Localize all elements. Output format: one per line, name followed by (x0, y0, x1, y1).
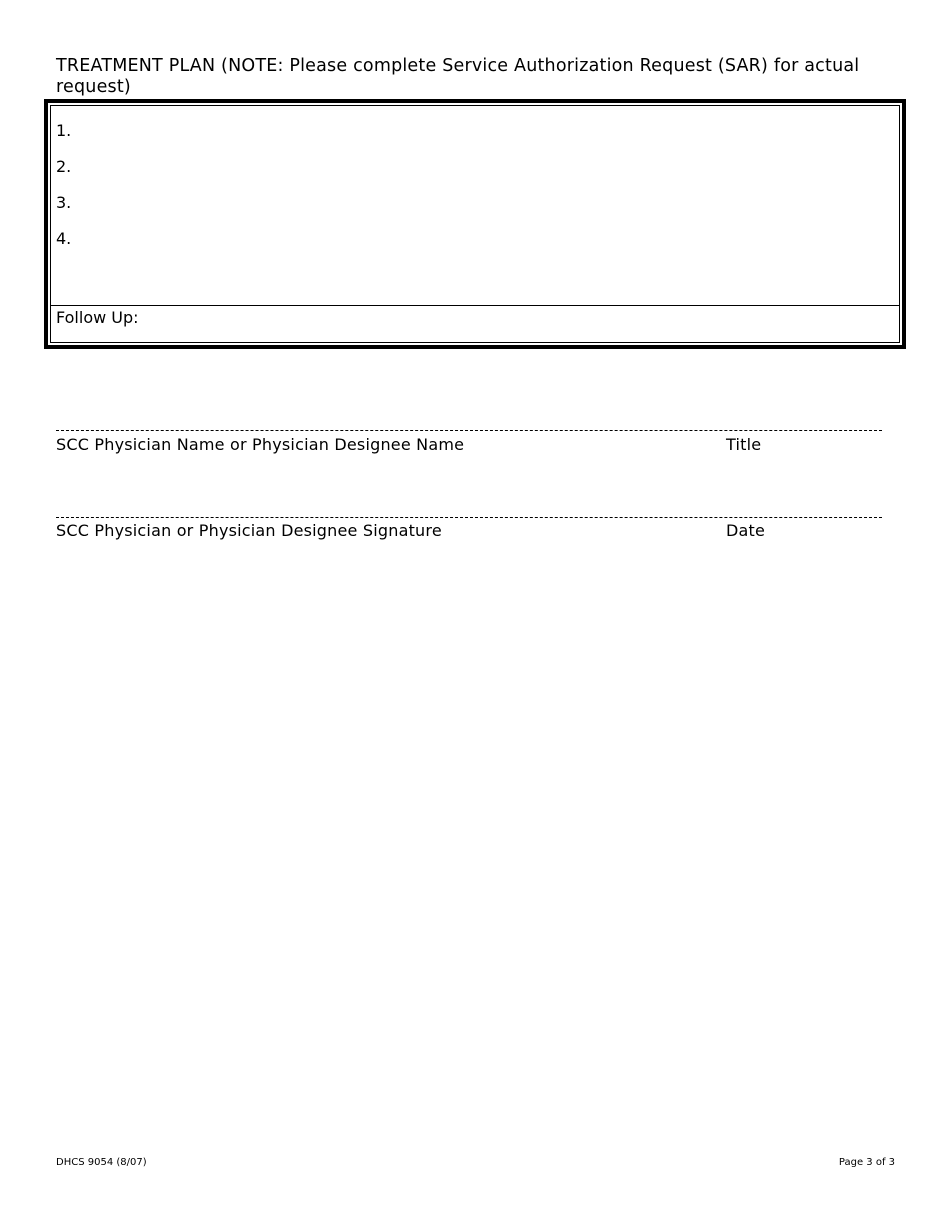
plan-item-1[interactable]: 1. (56, 121, 72, 140)
physician-signature-line[interactable] (56, 517, 882, 518)
date-label: Date (726, 521, 766, 540)
physician-name-label: SCC Physician Name or Physician Designee Name (56, 435, 465, 454)
page-title: TREATMENT PLAN (NOTE: Please complete Service Authorization Request (SAR) for actual request) (56, 56, 860, 97)
treatment-plan-box (44, 99, 906, 349)
physician-name-line[interactable] (56, 430, 882, 431)
page-number: Page 3 of 3 (838, 1157, 895, 1168)
plan-item-4[interactable]: 4. (56, 229, 72, 248)
plan-item-3[interactable]: 3. (56, 193, 72, 212)
follow-up-divider (51, 305, 899, 306)
form-number: DHCS 9054 (8/07) (56, 1157, 147, 1168)
title-label: Title (726, 435, 762, 454)
follow-up-field[interactable]: Follow Up: (56, 308, 139, 327)
physician-signature-label: SCC Physician or Physician Designee Signature (56, 521, 442, 540)
plan-item-2[interactable]: 2. (56, 157, 72, 176)
treatment-plan-inner-frame (50, 105, 900, 343)
